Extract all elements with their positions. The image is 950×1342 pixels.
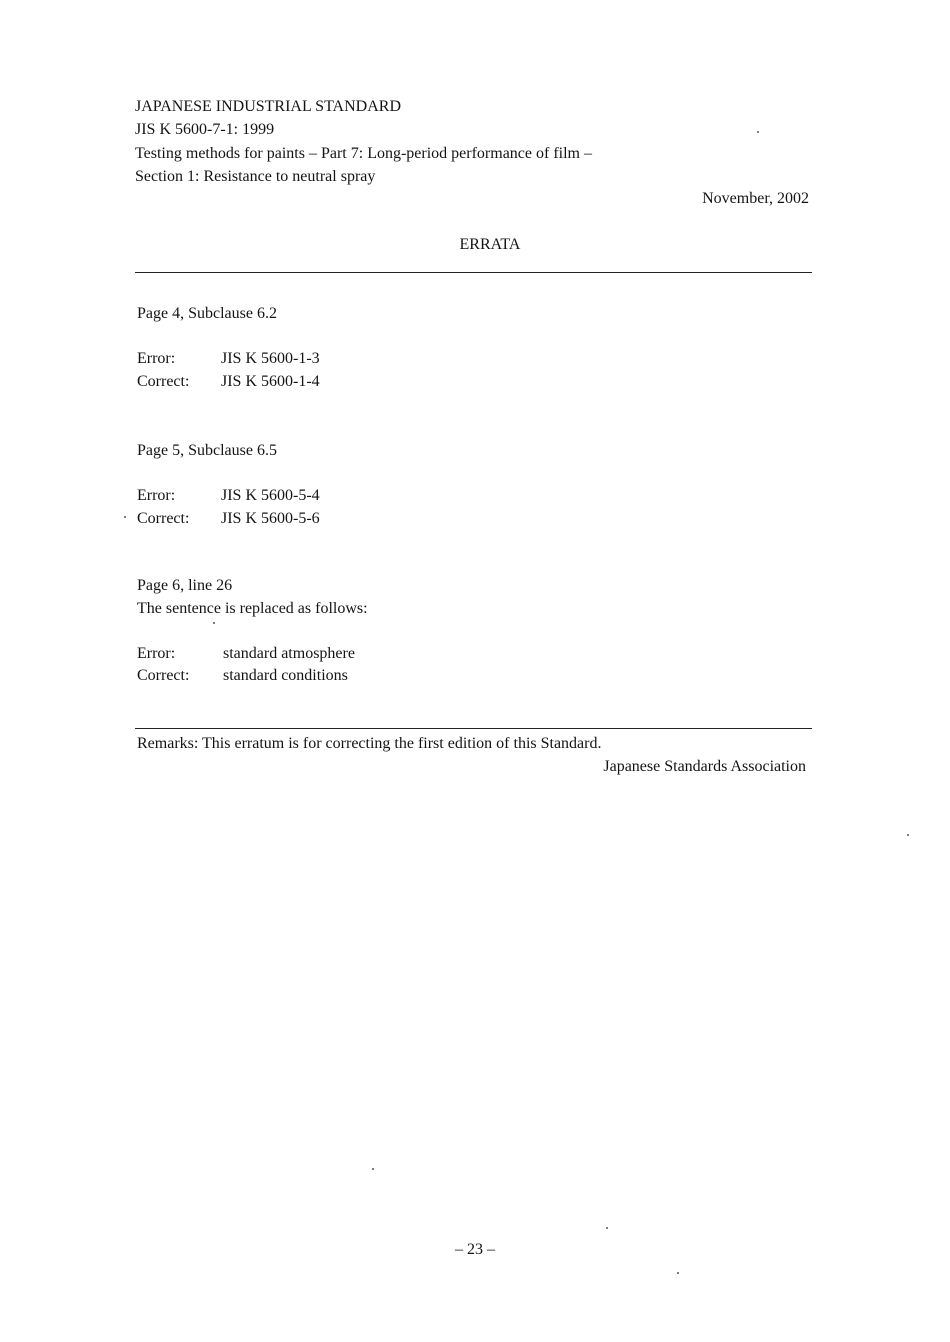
error-value: JIS K 5600-1-3: [221, 350, 320, 367]
scan-speck: [213, 622, 215, 624]
correction-location: Page 5, Subclause 6.5: [137, 442, 277, 459]
correct-label: Correct:: [137, 510, 190, 527]
scan-speck: [907, 834, 909, 836]
page-number: – 23 –: [455, 1241, 495, 1258]
correct-value: standard conditions: [223, 667, 348, 684]
document-subtitle: Section 1: Resistance to neutral spray: [135, 168, 376, 185]
scan-speck: [677, 1272, 679, 1274]
standard-number: JIS K 5600-7-1: 1999: [135, 121, 275, 138]
scan-speck: [757, 131, 759, 133]
correction-note: The sentence is replaced as follows:: [137, 600, 368, 617]
error-label: Error:: [137, 645, 176, 662]
bottom-rule: [135, 728, 812, 729]
publisher: Japanese Standards Association: [603, 758, 806, 775]
correction-location: Page 4, Subclause 6.2: [137, 305, 277, 322]
top-rule: [135, 272, 812, 273]
correct-value: JIS K 5600-1-4: [221, 373, 320, 390]
document-title: Testing methods for paints – Part 7: Long-period performance of film –: [135, 145, 592, 162]
scan-speck: [372, 1168, 374, 1170]
error-label: Error:: [137, 350, 176, 367]
scan-speck: [124, 516, 126, 518]
remarks: Remarks: This erratum is for correcting the first edition of this Standard.: [137, 735, 602, 752]
correction-location: Page 6, line 26: [137, 577, 233, 594]
correct-value: JIS K 5600-5-6: [221, 510, 320, 527]
error-label: Error:: [137, 487, 176, 504]
scan-speck: [606, 1227, 608, 1229]
standard-type: JAPANESE INDUSTRIAL STANDARD: [135, 98, 401, 115]
error-value: JIS K 5600-5-4: [221, 487, 320, 504]
error-value: standard atmosphere: [223, 645, 355, 662]
correct-label: Correct:: [137, 667, 190, 684]
issue-date: November, 2002: [702, 190, 809, 207]
correct-label: Correct:: [137, 373, 190, 390]
errata-heading: ERRATA: [459, 236, 521, 253]
